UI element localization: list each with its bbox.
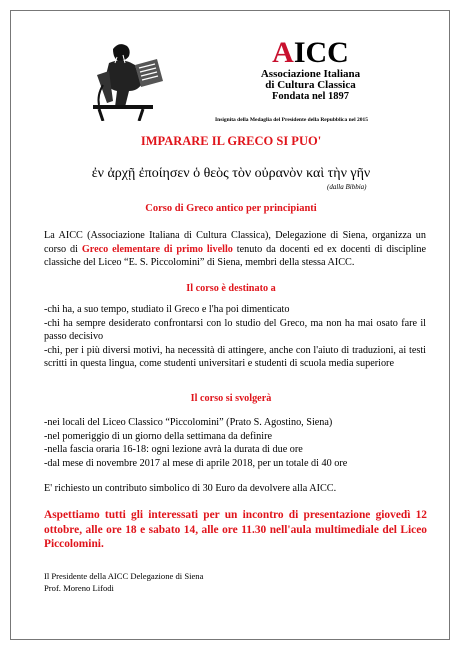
fee-note: E' richiesto un contributo simbolico di 30 Euro da devolvere alla AICC. bbox=[44, 483, 337, 494]
list-item: -nel pomeriggio di un giorno della settimana da definire bbox=[44, 430, 273, 442]
list-item: -dal mese di novembre 2017 al mese di aprile 2018, per un totale di 40 ore bbox=[44, 457, 348, 469]
intro-text-1: La AICC (Associazione Italiana di Cultura Classica), Delegazione di Siena, organizza un corso di bbox=[44, 230, 426, 255]
logo-brand bbox=[223, 37, 398, 69]
scholar-figure-icon bbox=[83, 35, 171, 121]
logo-brand-a: A bbox=[272, 36, 294, 69]
intro-paragraph bbox=[44, 229, 426, 270]
greek-quote-source: (dalla Bibbia) bbox=[327, 183, 367, 191]
logo-brand-rest: ICC bbox=[293, 36, 349, 69]
schedule-list bbox=[44, 416, 426, 470]
logo-text bbox=[223, 37, 398, 103]
intro-text-2: tenuto da docenti ed ex docenti di discipline classiche del Liceo “E. S. Piccolomini” di Siena, membri della stessa AICC. bbox=[44, 243, 426, 268]
signature-name: Prof. Moreno Lifodi bbox=[44, 583, 114, 593]
page-title: IMPARARE IL GRECO SI PUO' bbox=[140, 134, 322, 148]
schedule-heading: Il corso si svolgerà bbox=[190, 393, 272, 404]
course-title: Corso di Greco antico per principianti bbox=[145, 203, 317, 214]
signature-title: Il Presidente della AICC Delegazione di Siena bbox=[44, 571, 204, 581]
list-item: -nei locali del Liceo Classico “Piccolomini” (Prato S. Agostino, Siena) bbox=[44, 417, 333, 428]
list-item: -chi ha, a suo tempo, studiato il Greco e l'ha poi dimenticato bbox=[44, 304, 290, 315]
logo-line-1: Associazione Italiana bbox=[260, 68, 361, 80]
audience-list bbox=[44, 303, 426, 371]
flyer-page bbox=[10, 10, 450, 640]
logo-line-2: di Cultura Classica bbox=[265, 79, 356, 91]
list-item: -nella fascia oraria 16-18: ogni lezione avrà la durata di due ore bbox=[44, 444, 303, 455]
intro-highlight: Greco elementare di primo livello bbox=[81, 243, 233, 255]
greek-quote: ἐν ἀρχῇ ἐποίησεν ὁ θεὸς τὸν οὐρανὸν καὶ τὴν γῆν bbox=[91, 166, 371, 181]
invitation-text: Aspettiamo tutti gli interessati per un incontro di presentazione giovedì 12 ottobre, alle ore 18 e sabato 14, alle ore 11.30 nell'aula multimediale del Liceo Piccolomini. bbox=[44, 509, 427, 550]
list-item: -chi ha sempre desiderato confrontarsi con lo studio del Greco, ma non ha mai osato fare il passo decisivo bbox=[44, 317, 426, 342]
logo-founded: Fondata nel 1897 bbox=[271, 91, 349, 102]
aicc-logo bbox=[83, 35, 383, 125]
list-item: -chi, per i più diversi motivi, ha necessità di attingere, anche con l'aiuto di traduzioni, ai testi scritti in questa lingua, come studenti universitari e studenti di scuola media superiore bbox=[44, 344, 426, 369]
logo-medal-note: Insignita della Medaglia del Presidente della Repubblica nel 2015 bbox=[215, 117, 368, 123]
audience-heading: Il corso è destinato a bbox=[186, 283, 276, 294]
